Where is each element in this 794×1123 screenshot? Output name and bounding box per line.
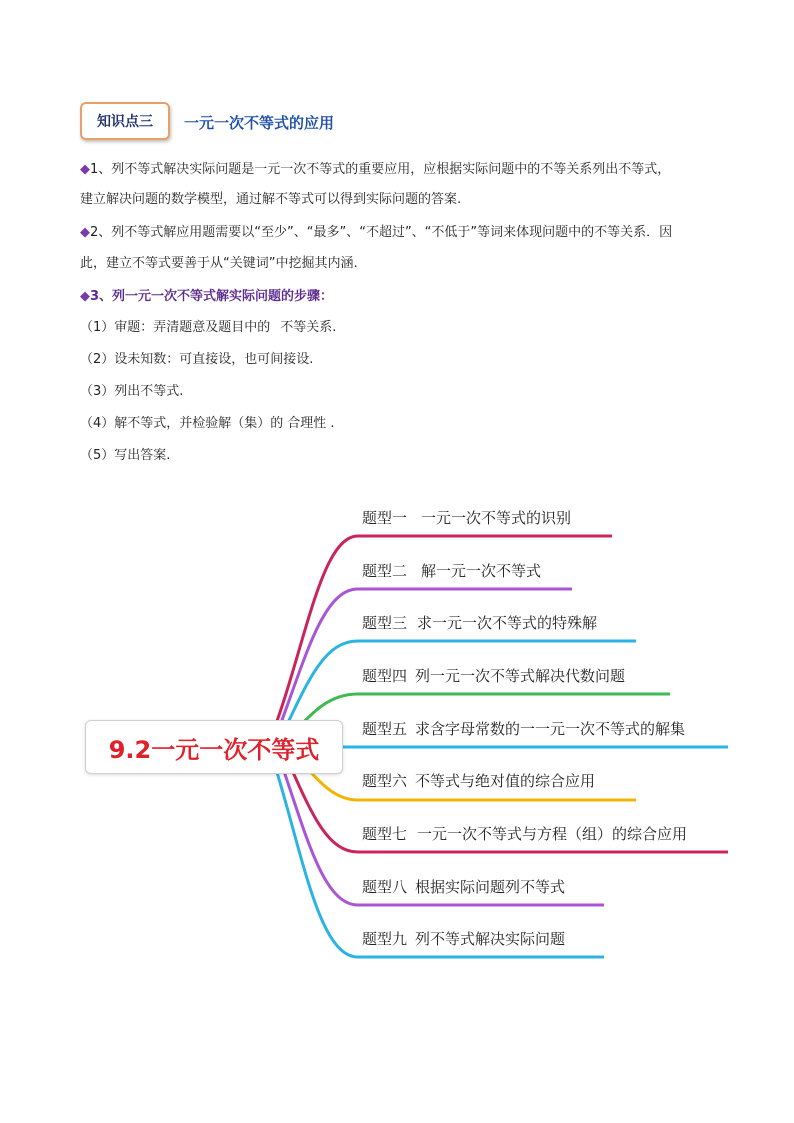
branch-topic: 一元一次不等式的识别: [421, 509, 572, 527]
paragraph-text: 建立解决问题的数学模型，通过解不等式可以得到实际问题的答案.: [80, 192, 462, 207]
step-text: 合理性 .: [287, 416, 335, 431]
step-label: （3）列出不等式.: [80, 384, 184, 399]
branch-topic: 解一元一次不等式: [421, 562, 542, 580]
branch-type-label: 题型四: [362, 667, 408, 685]
branch-type-label: 题型七: [362, 825, 408, 843]
branch-7: [362, 823, 687, 844]
branch-2: [362, 560, 541, 581]
knowledge-point-title: 一元一次不等式的应用: [184, 114, 335, 132]
step-text: 不等关系.: [280, 320, 337, 335]
branch-type-label: 题型六: [362, 772, 408, 790]
branch-topic: 根据实际问题列不等式: [415, 878, 566, 896]
branch-5: [362, 718, 685, 739]
branch-type-label: 题型九: [362, 930, 408, 948]
branch-topic: 求一元一次不等式的特殊解: [417, 614, 598, 632]
branch-3: [362, 612, 597, 633]
mindmap-center-topic: 9.2一元一次不等式: [85, 720, 343, 774]
branch-type-label: 题型二: [362, 562, 408, 580]
knowledge-point-tag: 知识点三: [80, 102, 170, 140]
step-label: （2）设未知数：可直接设，也可间接设.: [80, 352, 314, 367]
diamond-bullet-icon: ◆: [80, 289, 90, 304]
branch-1: [362, 507, 571, 528]
branch-topic: 一元一次不等式与方程（组）的综合应用: [417, 825, 688, 843]
branch-topic: 列不等式解决实际问题: [415, 930, 566, 948]
branch-9: [362, 928, 565, 949]
branch-type-label: 题型一: [362, 509, 408, 527]
step-label: （4）解不等式，并检验解（集）的: [80, 416, 284, 431]
branch-type-label: 题型八: [362, 878, 408, 896]
steps-heading-text: 3、列一元一次不等式解实际问题的步骤：: [90, 289, 334, 304]
paragraph-text: 1、列不等式解决实际问题是一元一次不等式的重要应用，应根据实际问题中的不等关系列出不等式，: [90, 162, 671, 177]
diamond-bullet-icon: ◆: [80, 225, 90, 240]
branch-type-label: 题型五: [362, 720, 408, 738]
branch-8: [362, 876, 565, 897]
branch-topic: 求含字母常数的一一元一次不等式的解集: [415, 720, 686, 738]
paragraph-text: 2、列不等式解应用题需要以“至少”、“最多”、“不超过”、“不低于”等词来体现问题中的不等关系．因: [90, 225, 673, 240]
branch-topic: 列一元一次不等式解决代数问题: [415, 667, 626, 685]
branch-topic: 不等式与绝对值的综合应用: [415, 772, 596, 790]
paragraph-text: 此，建立不等式要善于从“关键词”中挖掘其内涵.: [80, 256, 358, 271]
branch-type-label: 题型三: [362, 614, 408, 632]
step-label: （1）审题：弄清题意及题目中的: [80, 320, 271, 335]
diamond-bullet-icon: ◆: [80, 162, 90, 177]
step-label: （5）写出答案.: [80, 448, 171, 463]
branch-4: [362, 665, 625, 686]
branch-6: [362, 770, 595, 791]
